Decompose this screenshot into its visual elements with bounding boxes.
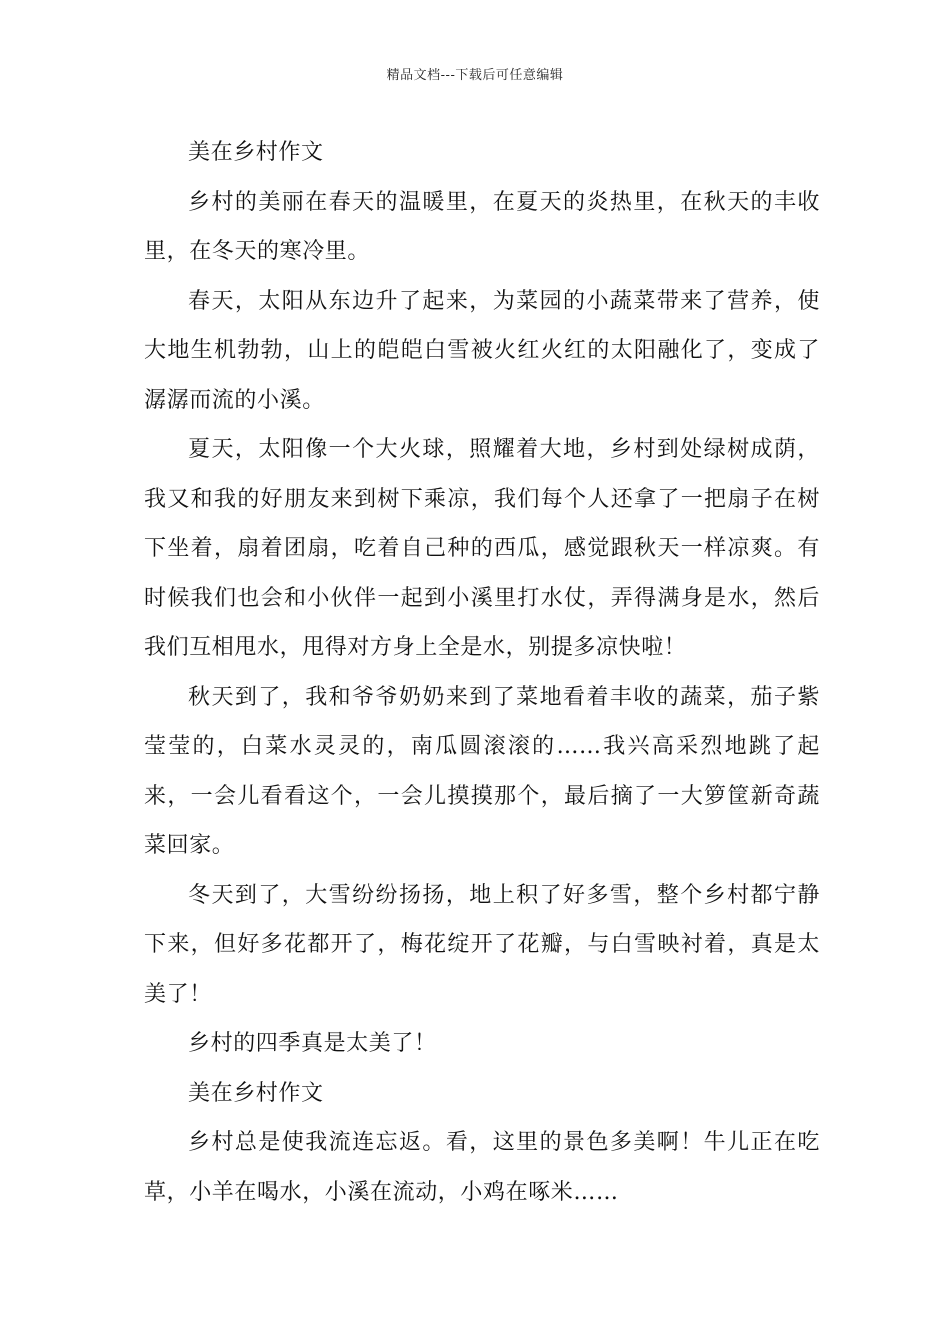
paragraph: 秋天到了，我和爷爷奶奶来到了菜地看着丰收的蔬菜，茄子紫莹莹的，白菜水灵灵的，南瓜圆滚滚的……我兴高采烈地跳了起来，一会儿看看这个，一会儿摸摸那个，最后摘了一大箩筐新奇蔬菜回家。 [144,684,820,858]
paragraph: 春天，太阳从东边升了起来，为菜园的小蔬菜带来了营养，使大地生机勃勃，山上的皑皑白雪被火红火红的太阳融化了，变成了潺潺而流的小溪。 [144,288,820,413]
paragraph: 乡村的四季真是太美了！ [188,1031,437,1056]
document-body [144,128,820,1217]
essay-title: 美在乡村作文 [188,140,324,165]
essay-title: 美在乡村作文 [188,1080,324,1106]
paragraph: 冬天到了，大雪纷纷扬扬，地上积了好多雪，整个乡村都宁静下来，但好多花都开了，梅花绽开了花瓣，与白雪映衬着，真是太美了！ [144,882,820,1007]
page-header: 精品文档---下载后可任意编辑 [386,68,564,83]
paragraph: 乡村总是使我流连忘返。看，这里的景色多美啊！牛儿正在吃草，小羊在喝水，小溪在流动，小鸡在啄米…… [144,1130,820,1205]
paragraph: 乡村的美丽在春天的温暖里，在夏天的炎热里，在秋天的丰收里，在冬天的寒冷里。 [144,189,820,264]
paragraph: 夏天，太阳像一个大火球，照耀着大地，乡村到处绿树成荫，我又和我的好朋友来到树下乘凉，我们每个人还拿了一把扇子在树下坐着，扇着团扇，吃着自己种的西瓜，感觉跟秋天一样凉爽。有时候我们也会和小伙伴一起到小溪里打水仗，弄得满身是水，然后我们互相甩水，甩得对方身上全是水，别提多凉快啦！ [144,437,820,660]
